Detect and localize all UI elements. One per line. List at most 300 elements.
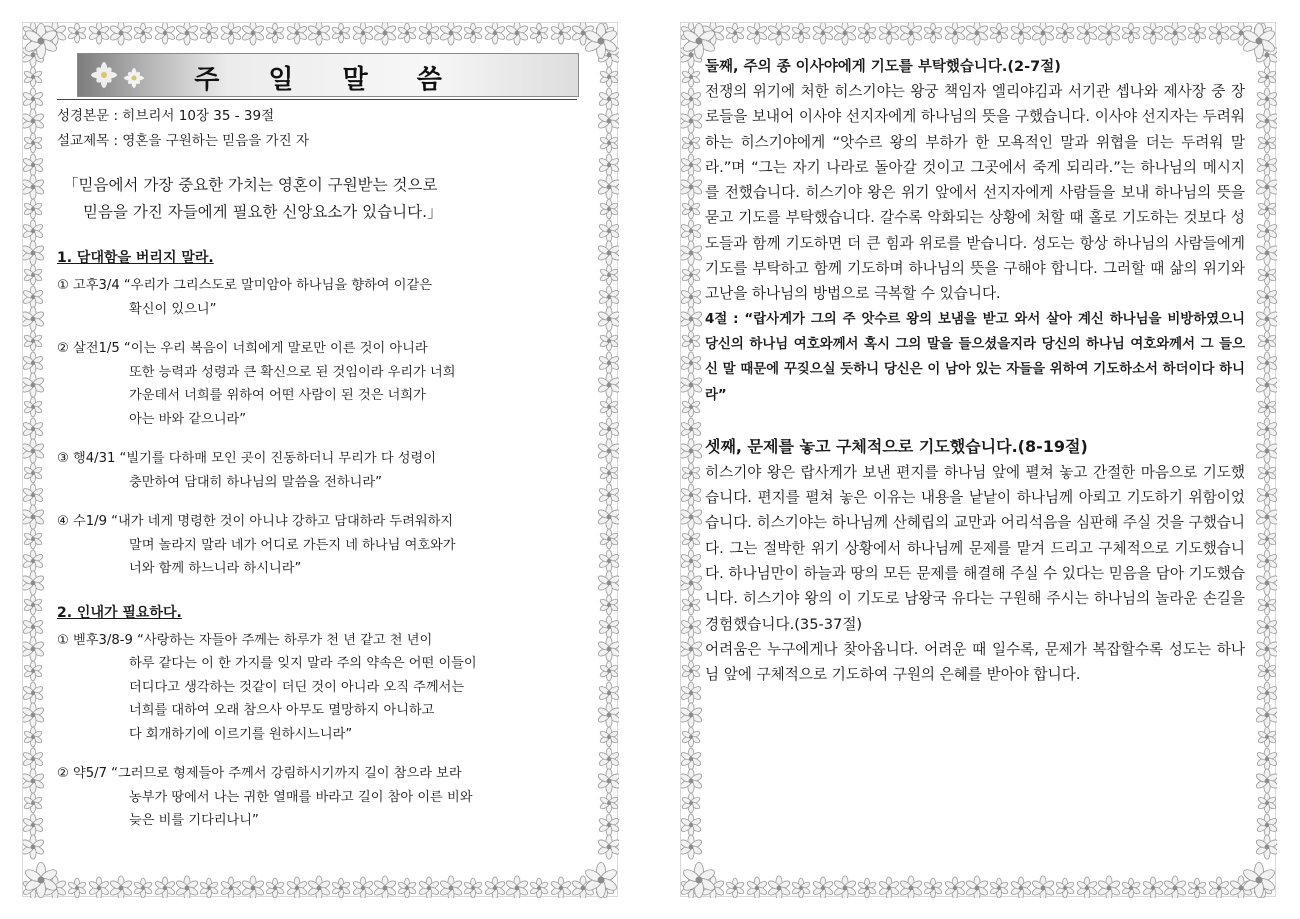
flower-ornament [1256, 484, 1277, 506]
flower-ornament [599, 67, 619, 87]
flower-ornament [767, 23, 791, 45]
flower-ornament [681, 748, 702, 770]
flower-ornament [878, 877, 900, 898]
flower-ornament [175, 23, 199, 45]
flower-ornament [965, 23, 989, 45]
flower-ornament [1121, 878, 1141, 898]
flower-ornament [701, 876, 725, 898]
flower-ornament [1229, 876, 1253, 898]
point-2-heading: 둘째, 주의 종 이사야에게 기도를 부탁했습니다.(2-7절) [705, 59, 1061, 75]
flower-ornament [681, 286, 702, 308]
scripture-reference: 성경본문 : 히브리서 10장 35 - 39절 [57, 108, 275, 124]
flower-ornament [484, 23, 506, 44]
flower-ornament [1257, 133, 1277, 153]
title-banner [77, 53, 579, 97]
flower-ornament [1010, 877, 1032, 898]
flower-ornament [597, 307, 619, 331]
flower-ornament [1187, 878, 1207, 898]
key-quote [63, 172, 577, 226]
flower-ornament [681, 595, 701, 615]
flower-ornament [1031, 23, 1055, 45]
flower-ornament [598, 550, 619, 572]
flower-ornament [681, 814, 702, 836]
flower-ornament [307, 876, 331, 898]
flower-ornament [1010, 23, 1032, 44]
point-3-body: 히스기야 왕은 랍사게가 보낸 편지를 하나님 앞에 펼쳐 놓고 간절한 마음으로 기도했습니다. 편지를 펼쳐 놓은 이유는 내용을 낱낱이 하나님께 아뢰고 기도하기 위함이었습니다. 히스기야는 하나님께 산헤립의 교만과 어리석음을 심판해 주실 것을 구했습니다. 그는 절박한 위기 상황에서 하나님께 문제를 맡겨 드리고 구체적으로 기도했습니다. 하나님만이 하늘과 땅의 모든 문제를 해결해 주실 수 있다는 믿음을 담아 기도했습니다. 히스기야 왕의 이 기도로 남왕국 유다는 구원해 주시는 하나님의 놀라운 손길을 경험했습니다.(35-37절) [705, 463, 1245, 633]
flower-ornament [571, 23, 595, 45]
flower-ornament [1242, 23, 1277, 58]
flower-ornament [1121, 23, 1141, 43]
flower-ornament [599, 727, 619, 747]
flower-ornament [23, 637, 45, 661]
flower-ornament [598, 484, 619, 506]
flower-ornament [965, 876, 989, 898]
flower-ornament [133, 23, 153, 43]
flower-ornament [241, 876, 265, 898]
verse-line: ① 고후3/4 “우리가 그리스도로 말미암아 하나님을 향하여 이같은 [57, 278, 432, 293]
flower-ornament [23, 769, 45, 793]
verse-line: 다 회개하기에 이르기를 원하시느니라” [129, 726, 353, 742]
title-divider [57, 99, 577, 100]
flower-ornament [597, 571, 619, 595]
flower-ornament [681, 220, 702, 242]
verse-line: 더디다고 생각하는 것같이 더딘 것이 아니라 오직 주께서는 [129, 679, 465, 695]
point-3-heading: 셋째, 문제를 놓고 구체적으로 기도했습니다.(8-19절) [705, 436, 1088, 456]
verse-line: ② 살전1/5 “이는 우리 복음이 너희에게 말로만 이른 것이 아니라 [57, 341, 428, 356]
flower-ornament [23, 877, 44, 898]
flower-ornament [1187, 23, 1207, 43]
flower-ornament [1242, 862, 1277, 897]
flower-ornament [1255, 241, 1277, 265]
flower-ornament [598, 418, 619, 440]
flower-ornament [23, 463, 43, 483]
flower-ornament [439, 23, 463, 45]
verse-line: 하루 같다는 이 한 가지를 잊지 말라 주의 약속은 어떤 이들이 [129, 656, 477, 671]
flower-ornament [598, 682, 619, 704]
flower-ornament [1255, 307, 1277, 331]
flower-ornament [550, 23, 572, 44]
flower-ornament [681, 373, 703, 397]
flower-ornament [88, 877, 110, 898]
flower-ornament [681, 265, 701, 285]
flower-ornament [878, 23, 900, 44]
verse-4-quote: 4절 : “랍사게가 그의 주 앗수르 왕의 보냄을 받고 와서 살아 계신 하나님을 비방하였으니 당신의 하나님 여호와께서 혹시 그의 말을 들으셨을지라 당신의 하나님 여호와께서 그 들으신 말 때문에 꾸짖으실 듯하니 당신은 이 남아 있는 자들을 위하여 기도하소서 하더이다 하니라” [705, 311, 1245, 403]
flower-ornament [1257, 463, 1277, 483]
flower-ornament [23, 265, 43, 285]
flower-ornament [1256, 814, 1277, 836]
flower-ornament [681, 637, 703, 661]
flower-ornament [1208, 23, 1230, 44]
flower-ornament [23, 397, 43, 417]
flower-ornament [571, 876, 595, 898]
flower-ornament [598, 88, 619, 110]
flower-ornament [1256, 748, 1277, 770]
flower-ornament [597, 109, 619, 133]
flower-ornament [597, 769, 619, 793]
flower-ornament [23, 67, 43, 87]
flower-ornament [1255, 769, 1277, 793]
flower-ornament [725, 878, 745, 898]
flower-ornament [23, 220, 44, 242]
flower-ornament [899, 876, 923, 898]
flower-ornament [265, 878, 285, 898]
flower-ornament [597, 505, 619, 529]
flower-ornament [373, 876, 397, 898]
flower-ornament [23, 286, 44, 308]
flower-ornament [899, 23, 923, 45]
flower-ornament [352, 877, 374, 898]
flower-ornament [598, 616, 619, 638]
flower-ornament [681, 43, 703, 67]
flower-ornament [1256, 682, 1277, 704]
flower-ornament [1255, 373, 1277, 397]
verse-line: ④ 수1/9 “내가 네게 명령한 것이 아니냐 강하고 담대하라 두려워하지 [57, 514, 454, 529]
flower-ornament [1257, 661, 1277, 681]
flower-ornament [681, 418, 702, 440]
left-page [22, 22, 618, 897]
flower-ornament [1257, 595, 1277, 615]
flower-ornament [681, 439, 703, 463]
flower-ornament [1208, 877, 1230, 898]
flower-ornament [331, 23, 351, 43]
flower-ornament [681, 616, 702, 638]
flower-ornament [1253, 878, 1273, 898]
flower-ornament [23, 661, 43, 681]
flower-ornament [833, 876, 857, 898]
flower-ornament [24, 862, 59, 897]
flower-ornament [681, 529, 701, 549]
flower-ornament [923, 23, 943, 43]
flower-ornament [1256, 88, 1277, 110]
flower-ornament [681, 307, 703, 331]
verse-line: ③ 행4/31 “빌기를 다하매 모인 곳이 진동하더니 무리가 다 성령이 [57, 451, 436, 466]
flower-ornament [1256, 418, 1277, 440]
flower-ornament [681, 199, 701, 219]
flower-ornament [1255, 505, 1277, 529]
flower-ornament [23, 331, 43, 351]
flower-ornament [681, 550, 702, 572]
flower-ornament [857, 878, 877, 898]
flower-ornament [598, 220, 619, 242]
flower-ornament [23, 835, 45, 859]
flower-ornament [1255, 439, 1277, 463]
verse-item [57, 447, 577, 494]
verse-item [57, 629, 577, 747]
flower-ornament [23, 748, 44, 770]
flower-ornament [154, 23, 176, 44]
flower-ornament [463, 23, 483, 43]
flower-ornament [681, 769, 703, 793]
flower-ornament [23, 814, 44, 836]
flower-ornament [1257, 727, 1277, 747]
flower-ornament [43, 876, 67, 898]
flower-ornament [23, 23, 44, 44]
point-2-body: 전쟁의 위기에 처한 히스기야는 왕궁 책임자 엘리야김과 서기관 셉나와 제사장 중 장로들을 보내어 이사야 선지자에게 하나님의 뜻을 구했습니다. 이사야 선지자는 두려워하는 히스기야에게 “앗수르 왕의 부하가 한 모욕적인 말과 위협을 더는 두려워 말라.”며 “그는 자기 나라로 돌아갈 것이고 그곳에서 죽게 되리라.”는 하나님의 메시지를 전했습니다. 히스기야 왕은 위기 앞에서 선지자에게 사람들을 보내 하나님의 뜻을 묻고 기도를 부탁했습니다. 갈수록 악화되는 상황에 처할 때 홀로 기도하는 것보다 성도들과 함께 기도하면 더 큰 힘과 위로를 받습니다. 성도는 항상 하나님의 사람들에게 기도를 부탁하고 함께 기도하며 하나님의 뜻을 구해야 합니다. 그러할 때 삶의 위기와 고난을 하나님의 방법으로 극복할 수 있습니다. [705, 83, 1245, 303]
flower-ornament [599, 133, 619, 153]
flower-ornament [767, 876, 791, 898]
flower-ornament [944, 877, 966, 898]
flower-ornament [812, 23, 834, 44]
flower-ornament [1257, 331, 1277, 351]
flower-ornament [681, 793, 701, 813]
flower-ornament [681, 23, 702, 44]
flower-ornament [1142, 23, 1164, 44]
sermon-title: 설교제목 : 영혼을 구원하는 믿음을 가진 자 [57, 133, 309, 149]
flower-ornament [397, 23, 417, 43]
flower-ornament [23, 154, 44, 176]
flower-ornament [23, 43, 45, 67]
flower-ornament [1142, 877, 1164, 898]
flower-ornament [681, 571, 703, 595]
flower-ornament [23, 88, 44, 110]
flower-ornament [598, 352, 619, 374]
flower-ornament [682, 862, 717, 897]
page-title: 주 일 말 씀 [194, 65, 462, 95]
flower-ornament [598, 286, 619, 308]
flower-ornament [23, 199, 43, 219]
section-2-heading: 2. 인내가 필요하다. [57, 604, 182, 621]
flower-ornament [23, 241, 45, 265]
flower-ornament [681, 682, 702, 704]
flower-ornament [23, 595, 43, 615]
flower-ornament [597, 835, 619, 859]
verse-line: 말며 놀라지 말라 네가 어디로 가든지 네 하나님 여호와가 [129, 537, 456, 553]
right-content [705, 55, 1245, 688]
flower-ornament [23, 703, 45, 727]
flower-ornament [791, 878, 811, 898]
flower-ornament [681, 703, 703, 727]
flower-ornament [24, 23, 59, 58]
flower-ornament [1257, 67, 1277, 87]
flower-ornament [1255, 43, 1277, 67]
flower-ornament [599, 793, 619, 813]
flower-ornament [681, 484, 702, 506]
flower-ornament [599, 199, 619, 219]
verse-line: 가운데서 너희를 위하여 어떤 사람이 된 것은 너희가 [129, 388, 426, 403]
flower-ornament [681, 463, 701, 483]
flower-ornament [439, 876, 463, 898]
verse-line: 확신이 있으니” [129, 301, 217, 317]
flower-ornament [682, 23, 717, 58]
flower-ornament [1256, 220, 1277, 242]
flower-ornament [681, 175, 703, 199]
flower-ornament [1097, 876, 1121, 898]
verse-line: 너와 함께 하느니라 하시니라” [129, 561, 302, 576]
flower-ornament [373, 23, 397, 45]
flower-ornament [681, 67, 701, 87]
flower-ornament [597, 703, 619, 727]
flower-ornament [286, 877, 308, 898]
flower-ornament [505, 23, 529, 45]
flower-ornament [584, 23, 619, 58]
flower-ornament [584, 862, 619, 897]
verse-item [57, 274, 577, 321]
flower-ornament [397, 878, 417, 898]
verse-line: 농부가 땅에서 나는 귀한 열매를 바라고 길이 참아 이른 비와 [129, 789, 473, 805]
flower-ornament [599, 463, 619, 483]
flower-ornament [307, 23, 331, 45]
flower-ornament [505, 876, 529, 898]
flower-ornament [1229, 23, 1253, 45]
flower-ornament [1255, 109, 1277, 133]
flower-ornament [418, 23, 440, 44]
flower-ornament [681, 241, 703, 265]
right-page [680, 22, 1276, 897]
flower-ornament [681, 352, 702, 374]
flower-ornament [1256, 550, 1277, 572]
flower-ornament [598, 814, 619, 836]
flower-ornament [597, 439, 619, 463]
flower-ornament [1055, 878, 1075, 898]
flower-ornament [1076, 23, 1098, 44]
sermon-meta [57, 104, 577, 154]
flower-ornament [597, 241, 619, 265]
flower-ornament [1255, 835, 1277, 859]
flower-ornament [598, 154, 619, 176]
flower-ornament [681, 877, 702, 898]
verse-line: ② 약5/7 “그러므로 형제들아 주께서 강림하시기까지 길이 참으라 보라 [57, 766, 462, 781]
flower-ornament [598, 748, 619, 770]
flower-ornament [989, 878, 1009, 898]
flower-ornament [1256, 352, 1277, 374]
flower-ornament [23, 373, 45, 397]
flower-ornament [1257, 529, 1277, 549]
flower-ornament [220, 877, 242, 898]
flower-ornament [109, 876, 133, 898]
flower-ornament [1257, 793, 1277, 813]
flower-ornament [1255, 571, 1277, 595]
flower-ornament [1256, 286, 1277, 308]
flower-ornament [681, 505, 703, 529]
flower-ornament [331, 878, 351, 898]
verse-line: 또한 능력과 성령과 큰 확신으로 된 것임이라 우리가 너희 [129, 364, 456, 380]
flower-ornament [1076, 877, 1098, 898]
flower-ornament [1256, 154, 1277, 176]
flower-ornament [23, 682, 44, 704]
flower-ornament [725, 23, 745, 43]
flower-ornament [599, 661, 619, 681]
flower-ornament [418, 877, 440, 898]
flower-ornament [67, 23, 87, 43]
flower-ornament [484, 877, 506, 898]
flower-ornament [352, 23, 374, 44]
flower-ornament [597, 373, 619, 397]
flower-ornament [199, 878, 219, 898]
flower-ornament [1055, 23, 1075, 43]
flower-ornament [23, 439, 45, 463]
verse-item [57, 337, 577, 431]
flower-ornament [681, 661, 701, 681]
flower-ornament [595, 23, 615, 43]
quote-line-2: 믿음을 가진 자들에게 필요한 신앙요소가 있습니다.」 [83, 203, 443, 221]
flower-ornament [989, 23, 1009, 43]
flower-ornament [286, 23, 308, 44]
flower-ornament [23, 307, 45, 331]
flower-ornament [220, 23, 242, 44]
flower-ornament [23, 793, 43, 813]
flower-ornament [175, 876, 199, 898]
flower-ornament [1255, 637, 1277, 661]
flower-ornament [944, 23, 966, 44]
closing-paragraph: 어려움은 누구에게나 찾아옵니다. 어려운 때 일수록, 문제가 복잡할수록 성도는 하나님 앞에 구체적으로 기도하여 구원의 은혜를 받아야 합니다. [705, 640, 1245, 684]
flower-ornament [1256, 616, 1277, 638]
flower-ornament [746, 877, 768, 898]
section-2-verses [57, 629, 577, 833]
flower-ornament [599, 397, 619, 417]
flower-ornament [599, 331, 619, 351]
flower-ornament [681, 154, 702, 176]
flower-ornament [599, 265, 619, 285]
flower-ornament [1255, 703, 1277, 727]
flower-ornament [1255, 175, 1277, 199]
flower-ornament [1163, 876, 1187, 898]
flower-ornament [463, 878, 483, 898]
flower-ornament [597, 175, 619, 199]
flower-ornament [529, 23, 549, 43]
flower-ornament [1257, 265, 1277, 285]
flower-ornament [597, 637, 619, 661]
flower-ornament [23, 529, 43, 549]
verse-line: 늦은 비를 기다리나니” [129, 813, 259, 828]
flower-ornament [43, 23, 67, 45]
flower-ornament [681, 835, 703, 859]
flower-ornament [67, 878, 87, 898]
flower-ornament [681, 331, 701, 351]
flower-ornament [23, 352, 44, 374]
flower-ornament [923, 878, 943, 898]
flower-ornament [1163, 23, 1187, 45]
section-1-verses [57, 274, 577, 581]
verse-line: 아는 바와 같으니라” [129, 411, 247, 427]
verse-line: 충만하여 담대히 하나님의 말씀을 전하니라” [129, 474, 382, 490]
flower-ornament [597, 43, 619, 67]
verse-item [57, 510, 577, 581]
flower-ornament [857, 23, 877, 43]
flower-ornament [23, 571, 45, 595]
flower-ornament [199, 23, 219, 43]
left-content [57, 53, 577, 833]
flower-ornament [1031, 876, 1055, 898]
section-1-heading: 1. 담대함을 버리지 말라. [57, 250, 214, 266]
flower-ornament [791, 23, 811, 43]
flower-ornament [1097, 23, 1121, 45]
flower-ornament [265, 23, 285, 43]
flower-ornament [681, 109, 703, 133]
flower-ornament [23, 484, 44, 506]
flower-ornament [1257, 199, 1277, 219]
flower-ornament [23, 133, 43, 153]
flower-ornament [23, 550, 44, 572]
flower-ornament [1257, 397, 1277, 417]
flower-ornament [241, 23, 265, 45]
flower-ornament [681, 133, 701, 153]
flower-ornament [599, 595, 619, 615]
flower-ornament [550, 877, 572, 898]
flower-ornament [529, 878, 549, 898]
quote-line-1: 「믿음에서 가장 중요한 가치는 영혼이 구원받는 것으로 [63, 176, 438, 194]
flower-ornament [812, 877, 834, 898]
flower-ornament [599, 529, 619, 549]
flower-ornament [154, 877, 176, 898]
verse-item [57, 762, 577, 833]
flower-ornament [23, 727, 43, 747]
flower-ornament [595, 878, 615, 898]
flower-ornament [23, 175, 45, 199]
verse-line: ① 벧후3/8-9 “사랑하는 자들아 주께는 하루가 천 년 같고 천 년이 [57, 632, 433, 648]
flower-ornament [23, 418, 44, 440]
flower-ornament [109, 23, 133, 45]
flower-ornament [833, 23, 857, 45]
